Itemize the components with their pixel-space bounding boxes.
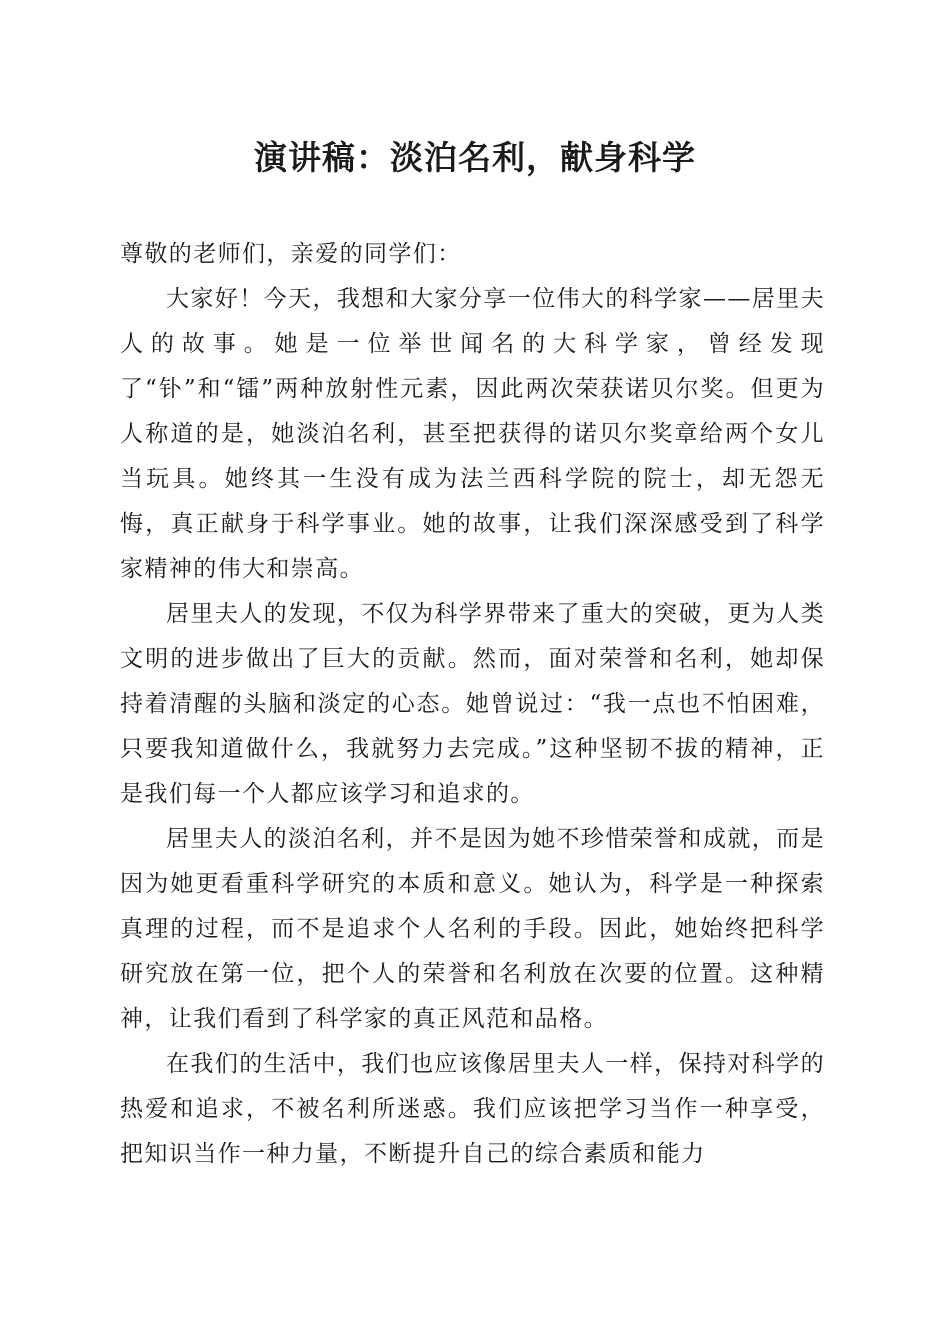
- paragraph: 居里夫人的淡泊名利，并不是因为她不珍惜荣誉和成就，而是因为她更看重科学研究的本质和意义。她认为，科学是一种探索真理的过程，而不是追求个人名利的手段。因此，她始终把科学研究放在第一位，把个人的荣誉和名利放在次要的位置。这种精神，让我们看到了科学家的真正风范和品格。: [120, 826, 825, 1032]
- paragraph: 在我们的生活中，我们也应该像居里夫人一样，保持对科学的热爱和追求，不被名利所迷惑。我们应该把学习当作一种享受，把知识当作一种力量，不断提升自己的综合素质和能力: [120, 1051, 825, 1167]
- paragraph: 居里夫人的发现，不仅为科学界带来了重大的突破，更为人类文明的进步做出了巨大的贡献。然而，面对荣誉和名利，她却保持着清醒的头脑和淡定的心态。她曾说过：“我一点也不怕困难，只要我知道做什么，我就努力去完成。”这种坚韧不拔的精神，正是我们每一个人都应该学习和追求的。: [120, 601, 825, 807]
- paragraph: 大家好！今天，我想和大家分享一位伟大的科学家——居里夫人的故事。她是一位举世闻名的大科学家，曾经发现了“钋”和“镭”两种放射性元素，因此两次荣获诺贝尔奖。但更为人称道的是，她淡泊名利，甚至把获得的诺贝尔奖章给两个女儿当玩具。她终其一生没有成为法兰西科学院的院士，却无怨无悔，真正献身于科学事业。她的故事，让我们深深感受到了科学家精神的伟大和崇高。: [120, 286, 825, 582]
- document-body: [120, 232, 825, 1177]
- greeting: 尊敬的老师们，亲爱的同学们：: [120, 241, 462, 267]
- document-title: 演讲稿：淡泊名利，献身科学: [254, 138, 696, 177]
